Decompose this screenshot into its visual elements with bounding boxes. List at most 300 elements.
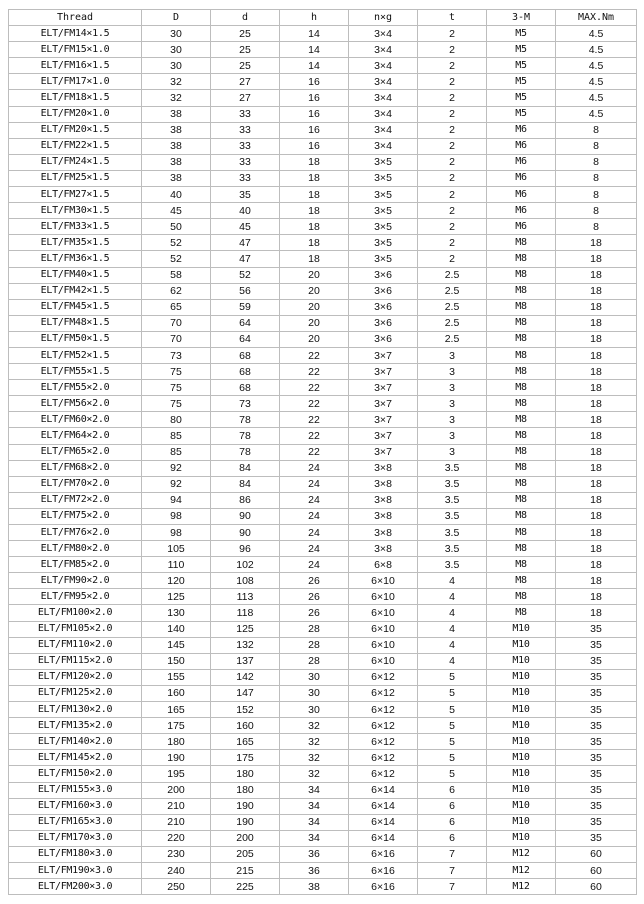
cell-outer-diameter: 160 [142,685,211,701]
cell-screw: M8 [487,364,556,380]
cell-outer-diameter: 38 [142,106,211,122]
cell-screw: M10 [487,637,556,653]
cell-thread: ELT/FM22×1.5 [9,138,142,154]
cell-slot: 6×10 [349,621,418,637]
cell-thread: ELT/FM27×1.5 [9,187,142,203]
table-row [9,508,637,524]
cell-screw: M8 [487,380,556,396]
cell-thread: ELT/FM100×2.0 [9,605,142,621]
cell-screw: M8 [487,557,556,573]
cell-thread: ELT/FM48×1.5 [9,315,142,331]
cell-inner-diameter: 33 [211,138,280,154]
cell-thickness: 2.5 [418,267,487,283]
cell-slot: 6×12 [349,734,418,750]
cell-slot: 3×8 [349,476,418,492]
table-row [9,106,637,122]
cell-max-torque: 35 [556,653,637,669]
cell-inner-diameter: 180 [211,766,280,782]
cell-slot: 6×10 [349,637,418,653]
cell-height: 32 [280,750,349,766]
cell-height: 16 [280,122,349,138]
header-inner-diameter: d [211,10,280,26]
cell-thickness: 3 [418,380,487,396]
cell-height: 32 [280,734,349,750]
cell-max-torque: 18 [556,283,637,299]
header-thread: Thread [9,10,142,26]
table-row [9,187,637,203]
table-row [9,203,637,219]
cell-thread: ELT/FM33×1.5 [9,219,142,235]
cell-max-torque: 35 [556,637,637,653]
cell-screw: M8 [487,573,556,589]
table-row [9,267,637,283]
cell-inner-diameter: 78 [211,428,280,444]
cell-max-torque: 18 [556,428,637,444]
cell-screw: M5 [487,90,556,106]
cell-max-torque: 35 [556,766,637,782]
cell-max-torque: 18 [556,525,637,541]
cell-screw: M6 [487,154,556,170]
cell-inner-diameter: 180 [211,782,280,798]
cell-height: 30 [280,669,349,685]
cell-outer-diameter: 140 [142,621,211,637]
cell-slot: 6×14 [349,782,418,798]
cell-screw: M8 [487,315,556,331]
cell-screw: M5 [487,42,556,58]
table-row [9,782,637,798]
cell-outer-diameter: 105 [142,541,211,557]
cell-screw: M10 [487,669,556,685]
cell-outer-diameter: 120 [142,573,211,589]
cell-outer-diameter: 73 [142,347,211,363]
cell-thread: ELT/FM50×1.5 [9,331,142,347]
cell-max-torque: 18 [556,541,637,557]
cell-height: 18 [280,203,349,219]
cell-thickness: 4 [418,637,487,653]
cell-thread: ELT/FM80×2.0 [9,541,142,557]
cell-inner-diameter: 165 [211,734,280,750]
cell-outer-diameter: 52 [142,235,211,251]
cell-screw: M8 [487,428,556,444]
cell-thread: ELT/FM180×3.0 [9,846,142,862]
cell-inner-diameter: 25 [211,26,280,42]
cell-height: 20 [280,331,349,347]
cell-inner-diameter: 78 [211,412,280,428]
cell-max-torque: 35 [556,718,637,734]
cell-height: 26 [280,573,349,589]
cell-thickness: 4 [418,653,487,669]
cell-inner-diameter: 59 [211,299,280,315]
cell-inner-diameter: 27 [211,74,280,90]
cell-slot: 3×4 [349,26,418,42]
cell-screw: M8 [487,396,556,412]
cell-screw: M8 [487,476,556,492]
cell-outer-diameter: 70 [142,315,211,331]
cell-outer-diameter: 165 [142,702,211,718]
table-row [9,879,637,895]
cell-slot: 6×16 [349,846,418,862]
cell-thread: ELT/FM135×2.0 [9,718,142,734]
cell-max-torque: 35 [556,782,637,798]
cell-max-torque: 8 [556,170,637,186]
cell-screw: M10 [487,621,556,637]
cell-screw: M10 [487,750,556,766]
table-row [9,492,637,508]
cell-max-torque: 35 [556,685,637,701]
cell-thickness: 7 [418,879,487,895]
cell-slot: 3×6 [349,315,418,331]
cell-max-torque: 4.5 [556,26,637,42]
cell-slot: 3×5 [349,170,418,186]
cell-thickness: 5 [418,669,487,685]
cell-slot: 3×6 [349,299,418,315]
cell-screw: M6 [487,187,556,203]
cell-screw: M8 [487,251,556,267]
cell-thread: ELT/FM145×2.0 [9,750,142,766]
cell-thickness: 2 [418,74,487,90]
cell-height: 34 [280,814,349,830]
cell-height: 18 [280,187,349,203]
cell-max-torque: 18 [556,557,637,573]
cell-height: 20 [280,283,349,299]
cell-max-torque: 35 [556,830,637,846]
cell-max-torque: 18 [556,267,637,283]
cell-max-torque: 8 [556,154,637,170]
cell-screw: M10 [487,653,556,669]
cell-screw: M10 [487,718,556,734]
cell-screw: M8 [487,267,556,283]
cell-outer-diameter: 45 [142,203,211,219]
cell-max-torque: 18 [556,460,637,476]
cell-inner-diameter: 52 [211,267,280,283]
table-row [9,589,637,605]
cell-screw: M8 [487,541,556,557]
cell-slot: 3×5 [349,219,418,235]
table-row [9,476,637,492]
cell-thickness: 2 [418,106,487,122]
cell-outer-diameter: 190 [142,750,211,766]
cell-outer-diameter: 75 [142,364,211,380]
cell-height: 16 [280,90,349,106]
cell-max-torque: 18 [556,347,637,363]
cell-screw: M10 [487,685,556,701]
cell-thickness: 2.5 [418,331,487,347]
cell-thread: ELT/FM190×3.0 [9,862,142,878]
cell-height: 24 [280,508,349,524]
cell-thread: ELT/FM170×3.0 [9,830,142,846]
cell-thread: ELT/FM17×1.0 [9,74,142,90]
cell-inner-diameter: 102 [211,557,280,573]
cell-thickness: 7 [418,862,487,878]
cell-thickness: 3 [418,428,487,444]
cell-screw: M8 [487,492,556,508]
table-row [9,685,637,701]
cell-max-torque: 18 [556,589,637,605]
cell-thread: ELT/FM150×2.0 [9,766,142,782]
cell-screw: M8 [487,444,556,460]
cell-height: 24 [280,460,349,476]
cell-screw: M5 [487,106,556,122]
cell-thickness: 3.5 [418,492,487,508]
table-row [9,734,637,750]
cell-screw: M8 [487,299,556,315]
cell-screw: M6 [487,122,556,138]
table-row [9,58,637,74]
cell-inner-diameter: 132 [211,637,280,653]
cell-thread: ELT/FM155×3.0 [9,782,142,798]
cell-thread: ELT/FM35×1.5 [9,235,142,251]
cell-height: 14 [280,58,349,74]
cell-thread: ELT/FM90×2.0 [9,573,142,589]
cell-inner-diameter: 84 [211,476,280,492]
cell-height: 28 [280,621,349,637]
cell-max-torque: 8 [556,122,637,138]
cell-height: 24 [280,492,349,508]
cell-thickness: 3.5 [418,557,487,573]
header-thickness: t [418,10,487,26]
cell-screw: M10 [487,782,556,798]
cell-thread: ELT/FM16×1.5 [9,58,142,74]
cell-slot: 3×4 [349,138,418,154]
cell-screw: M8 [487,525,556,541]
cell-thread: ELT/FM55×2.0 [9,380,142,396]
cell-inner-diameter: 225 [211,879,280,895]
cell-thickness: 5 [418,702,487,718]
table-row [9,235,637,251]
cell-outer-diameter: 130 [142,605,211,621]
cell-slot: 3×8 [349,460,418,476]
cell-screw: M8 [487,605,556,621]
cell-slot: 6×14 [349,814,418,830]
cell-max-torque: 35 [556,702,637,718]
cell-thread: ELT/FM36×1.5 [9,251,142,267]
cell-max-torque: 8 [556,187,637,203]
cell-screw: M12 [487,846,556,862]
cell-max-torque: 35 [556,798,637,814]
cell-max-torque: 4.5 [556,58,637,74]
cell-outer-diameter: 92 [142,460,211,476]
cell-height: 24 [280,557,349,573]
cell-max-torque: 35 [556,621,637,637]
cell-screw: M5 [487,26,556,42]
cell-outer-diameter: 50 [142,219,211,235]
cell-inner-diameter: 68 [211,380,280,396]
cell-screw: M12 [487,879,556,895]
cell-height: 14 [280,42,349,58]
cell-inner-diameter: 27 [211,90,280,106]
cell-height: 28 [280,653,349,669]
cell-max-torque: 35 [556,669,637,685]
cell-thickness: 2 [418,26,487,42]
cell-slot: 3×6 [349,283,418,299]
cell-slot: 3×7 [349,364,418,380]
cell-screw: M8 [487,283,556,299]
cell-outer-diameter: 65 [142,299,211,315]
cell-thickness: 2 [418,122,487,138]
cell-thickness: 3.5 [418,476,487,492]
cell-outer-diameter: 32 [142,90,211,106]
cell-slot: 3×8 [349,508,418,524]
cell-max-torque: 60 [556,862,637,878]
cell-thread: ELT/FM20×1.0 [9,106,142,122]
table-row [9,653,637,669]
table-row [9,331,637,347]
table-row [9,396,637,412]
cell-inner-diameter: 175 [211,750,280,766]
cell-thickness: 3.5 [418,525,487,541]
cell-height: 20 [280,315,349,331]
table-row [9,74,637,90]
cell-height: 22 [280,364,349,380]
cell-outer-diameter: 210 [142,798,211,814]
cell-max-torque: 18 [556,573,637,589]
cell-slot: 3×8 [349,492,418,508]
table-row [9,122,637,138]
cell-thread: ELT/FM165×3.0 [9,814,142,830]
cell-thickness: 2.5 [418,315,487,331]
cell-inner-diameter: 33 [211,170,280,186]
cell-outer-diameter: 145 [142,637,211,653]
cell-outer-diameter: 38 [142,170,211,186]
cell-max-torque: 35 [556,750,637,766]
cell-outer-diameter: 220 [142,830,211,846]
cell-outer-diameter: 210 [142,814,211,830]
cell-thread: ELT/FM45×1.5 [9,299,142,315]
cell-outer-diameter: 30 [142,42,211,58]
cell-slot: 3×4 [349,42,418,58]
cell-thread: ELT/FM75×2.0 [9,508,142,524]
cell-max-torque: 4.5 [556,42,637,58]
cell-thickness: 2 [418,170,487,186]
cell-slot: 6×12 [349,750,418,766]
cell-slot: 6×16 [349,862,418,878]
cell-slot: 3×7 [349,396,418,412]
cell-thread: ELT/FM130×2.0 [9,702,142,718]
cell-thickness: 3 [418,444,487,460]
table-row [9,814,637,830]
cell-outer-diameter: 62 [142,283,211,299]
cell-max-torque: 18 [556,444,637,460]
cell-thickness: 6 [418,830,487,846]
header-row [9,10,637,26]
cell-thread: ELT/FM40×1.5 [9,267,142,283]
cell-height: 18 [280,170,349,186]
cell-height: 16 [280,74,349,90]
cell-inner-diameter: 152 [211,702,280,718]
cell-thickness: 4 [418,605,487,621]
table-row [9,557,637,573]
cell-max-torque: 35 [556,734,637,750]
cell-slot: 3×8 [349,525,418,541]
cell-slot: 6×14 [349,830,418,846]
table-row [9,846,637,862]
table-row [9,283,637,299]
cell-outer-diameter: 30 [142,26,211,42]
cell-thread: ELT/FM60×2.0 [9,412,142,428]
cell-slot: 3×7 [349,347,418,363]
cell-max-torque: 18 [556,364,637,380]
cell-thread: ELT/FM42×1.5 [9,283,142,299]
header-max-torque: MAX.Nm [556,10,637,26]
cell-inner-diameter: 113 [211,589,280,605]
cell-outer-diameter: 155 [142,669,211,685]
cell-inner-diameter: 47 [211,251,280,267]
table-row [9,138,637,154]
cell-height: 20 [280,299,349,315]
cell-inner-diameter: 33 [211,122,280,138]
cell-screw: M5 [487,74,556,90]
cell-height: 22 [280,396,349,412]
cell-slot: 6×10 [349,573,418,589]
table-row [9,26,637,42]
cell-thread: ELT/FM160×3.0 [9,798,142,814]
cell-thread: ELT/FM14×1.5 [9,26,142,42]
cell-slot: 3×7 [349,428,418,444]
cell-height: 22 [280,380,349,396]
cell-height: 34 [280,782,349,798]
table-row [9,380,637,396]
table-row [9,525,637,541]
cell-thickness: 3 [418,347,487,363]
cell-outer-diameter: 32 [142,74,211,90]
cell-thread: ELT/FM125×2.0 [9,685,142,701]
cell-outer-diameter: 38 [142,122,211,138]
cell-thread: ELT/FM25×1.5 [9,170,142,186]
cell-outer-diameter: 80 [142,412,211,428]
cell-thickness: 5 [418,718,487,734]
cell-inner-diameter: 78 [211,444,280,460]
cell-thickness: 2 [418,154,487,170]
table-row [9,42,637,58]
cell-thread: ELT/FM110×2.0 [9,637,142,653]
cell-inner-diameter: 190 [211,814,280,830]
cell-inner-diameter: 200 [211,830,280,846]
cell-thread: ELT/FM55×1.5 [9,364,142,380]
cell-screw: M8 [487,331,556,347]
cell-thread: ELT/FM15×1.0 [9,42,142,58]
cell-slot: 3×5 [349,235,418,251]
cell-thread: ELT/FM56×2.0 [9,396,142,412]
table-body [9,26,637,895]
cell-outer-diameter: 52 [142,251,211,267]
cell-thread: ELT/FM64×2.0 [9,428,142,444]
table-row [9,299,637,315]
cell-thread: ELT/FM140×2.0 [9,734,142,750]
cell-thread: ELT/FM120×2.0 [9,669,142,685]
cell-inner-diameter: 33 [211,154,280,170]
cell-outer-diameter: 200 [142,782,211,798]
cell-max-torque: 18 [556,380,637,396]
cell-thickness: 2 [418,138,487,154]
cell-height: 24 [280,541,349,557]
header-screw: 3-M [487,10,556,26]
cell-inner-diameter: 190 [211,798,280,814]
cell-thickness: 4 [418,573,487,589]
cell-slot: 3×5 [349,203,418,219]
cell-slot: 6×12 [349,766,418,782]
cell-thickness: 4 [418,589,487,605]
cell-height: 32 [280,718,349,734]
cell-inner-diameter: 64 [211,315,280,331]
cell-inner-diameter: 25 [211,42,280,58]
cell-height: 26 [280,605,349,621]
table-row [9,460,637,476]
cell-inner-diameter: 147 [211,685,280,701]
cell-thread: ELT/FM95×2.0 [9,589,142,605]
cell-outer-diameter: 250 [142,879,211,895]
table-row [9,830,637,846]
cell-height: 28 [280,637,349,653]
